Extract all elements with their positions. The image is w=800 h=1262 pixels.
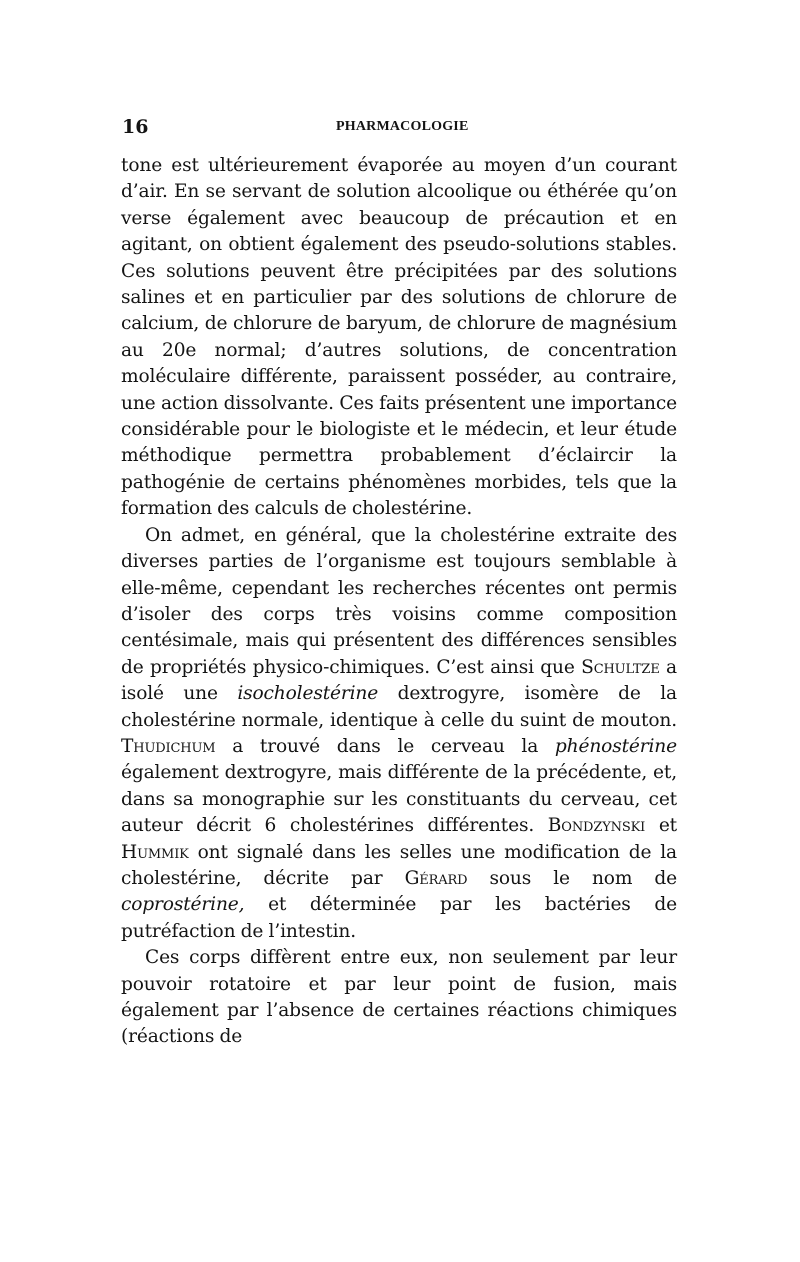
paragraph-2-text: dextrogyre, isomère de la cholestérine normale, identique à celle du suint de mouton. [121,683,677,731]
paragraph-2-text: sous le nom de [467,867,677,889]
term-coprosterine: coprostérine, [121,894,245,916]
page-number: 16 [122,116,149,138]
paragraph-2-text: et [645,815,678,837]
author-name-bondzynski: Bondzynski [547,815,646,837]
author-name-hummik: Hummik [121,841,189,863]
page-header [122,116,676,140]
paragraph-2-text: On admet, en général, que la cholestérine extraite des diverses parties de l’organisme est toujours semblable à elle-même, cependant les recherches récentes ont permis d’isoler des corps très voisins comme composition centésimale, mais qui présentent des différences sensibles de propriétés physico-chimiques. C’est ainsi que [121,524,677,678]
author-name-schultze: Schultze [581,656,660,678]
paragraph-1: tone est ultérieurement évaporée au moyen d’un courant d’air. En se servant de solution alcoolique ou éthérée qu’on verse également avec beaucoup de précaution et en agitant, on obtient également des pseudo-solutions stables. Ces solutions peuvent être précipitées par des solutions salines et en particulier par des solutions de chlorure de calcium, de chlorure de baryum, de chlorure de magnésium au 20e normal; d’autres solutions, de concentration moléculaire différente, paraissent posséder, au contraire, une action dissolvante. Ces faits présentent une importance considérable pour le biologiste et le médecin, et leur étude méthodique permettra probablement d’éclaircir la pathogénie de certains phénomènes morbides, tels que la formation des calculs de cholestérine. [121,155,677,520]
term-isocholesterine: isocholestérine [237,683,379,705]
paragraph-2-text: ont signalé dans les selles une modification de la cholestérine, décrite par [121,841,677,889]
paragraph-2-text: également dextrogyre, mais différente de la précédente, et, dans sa monographie sur les constituants du cerveau, cet auteur décrit 6 cholestérines différentes. [121,762,677,837]
author-name-gerard: Gérard [404,867,468,889]
running-head: PHARMACOLOGIE [336,119,469,134]
paragraph-2-text: et déterminée par les bactéries de putréfaction de l’intestin. [121,894,677,942]
body-text [121,153,677,1051]
paragraph-2 [121,523,677,946]
author-name-thudichum: Thudichum [121,735,216,757]
paragraph-2-text: a isolé une [121,656,677,705]
term-phenosterine: phénostérine [554,735,677,757]
paragraph-3: Ces corps diffèrent entre eux, non seulement par leur pouvoir rotatoire et par leur point de fusion, mais également par l’absence de certaines réactions chimiques (réactions de [121,947,677,1048]
paragraph-2-text: a trouvé dans le cerveau la [215,735,555,757]
